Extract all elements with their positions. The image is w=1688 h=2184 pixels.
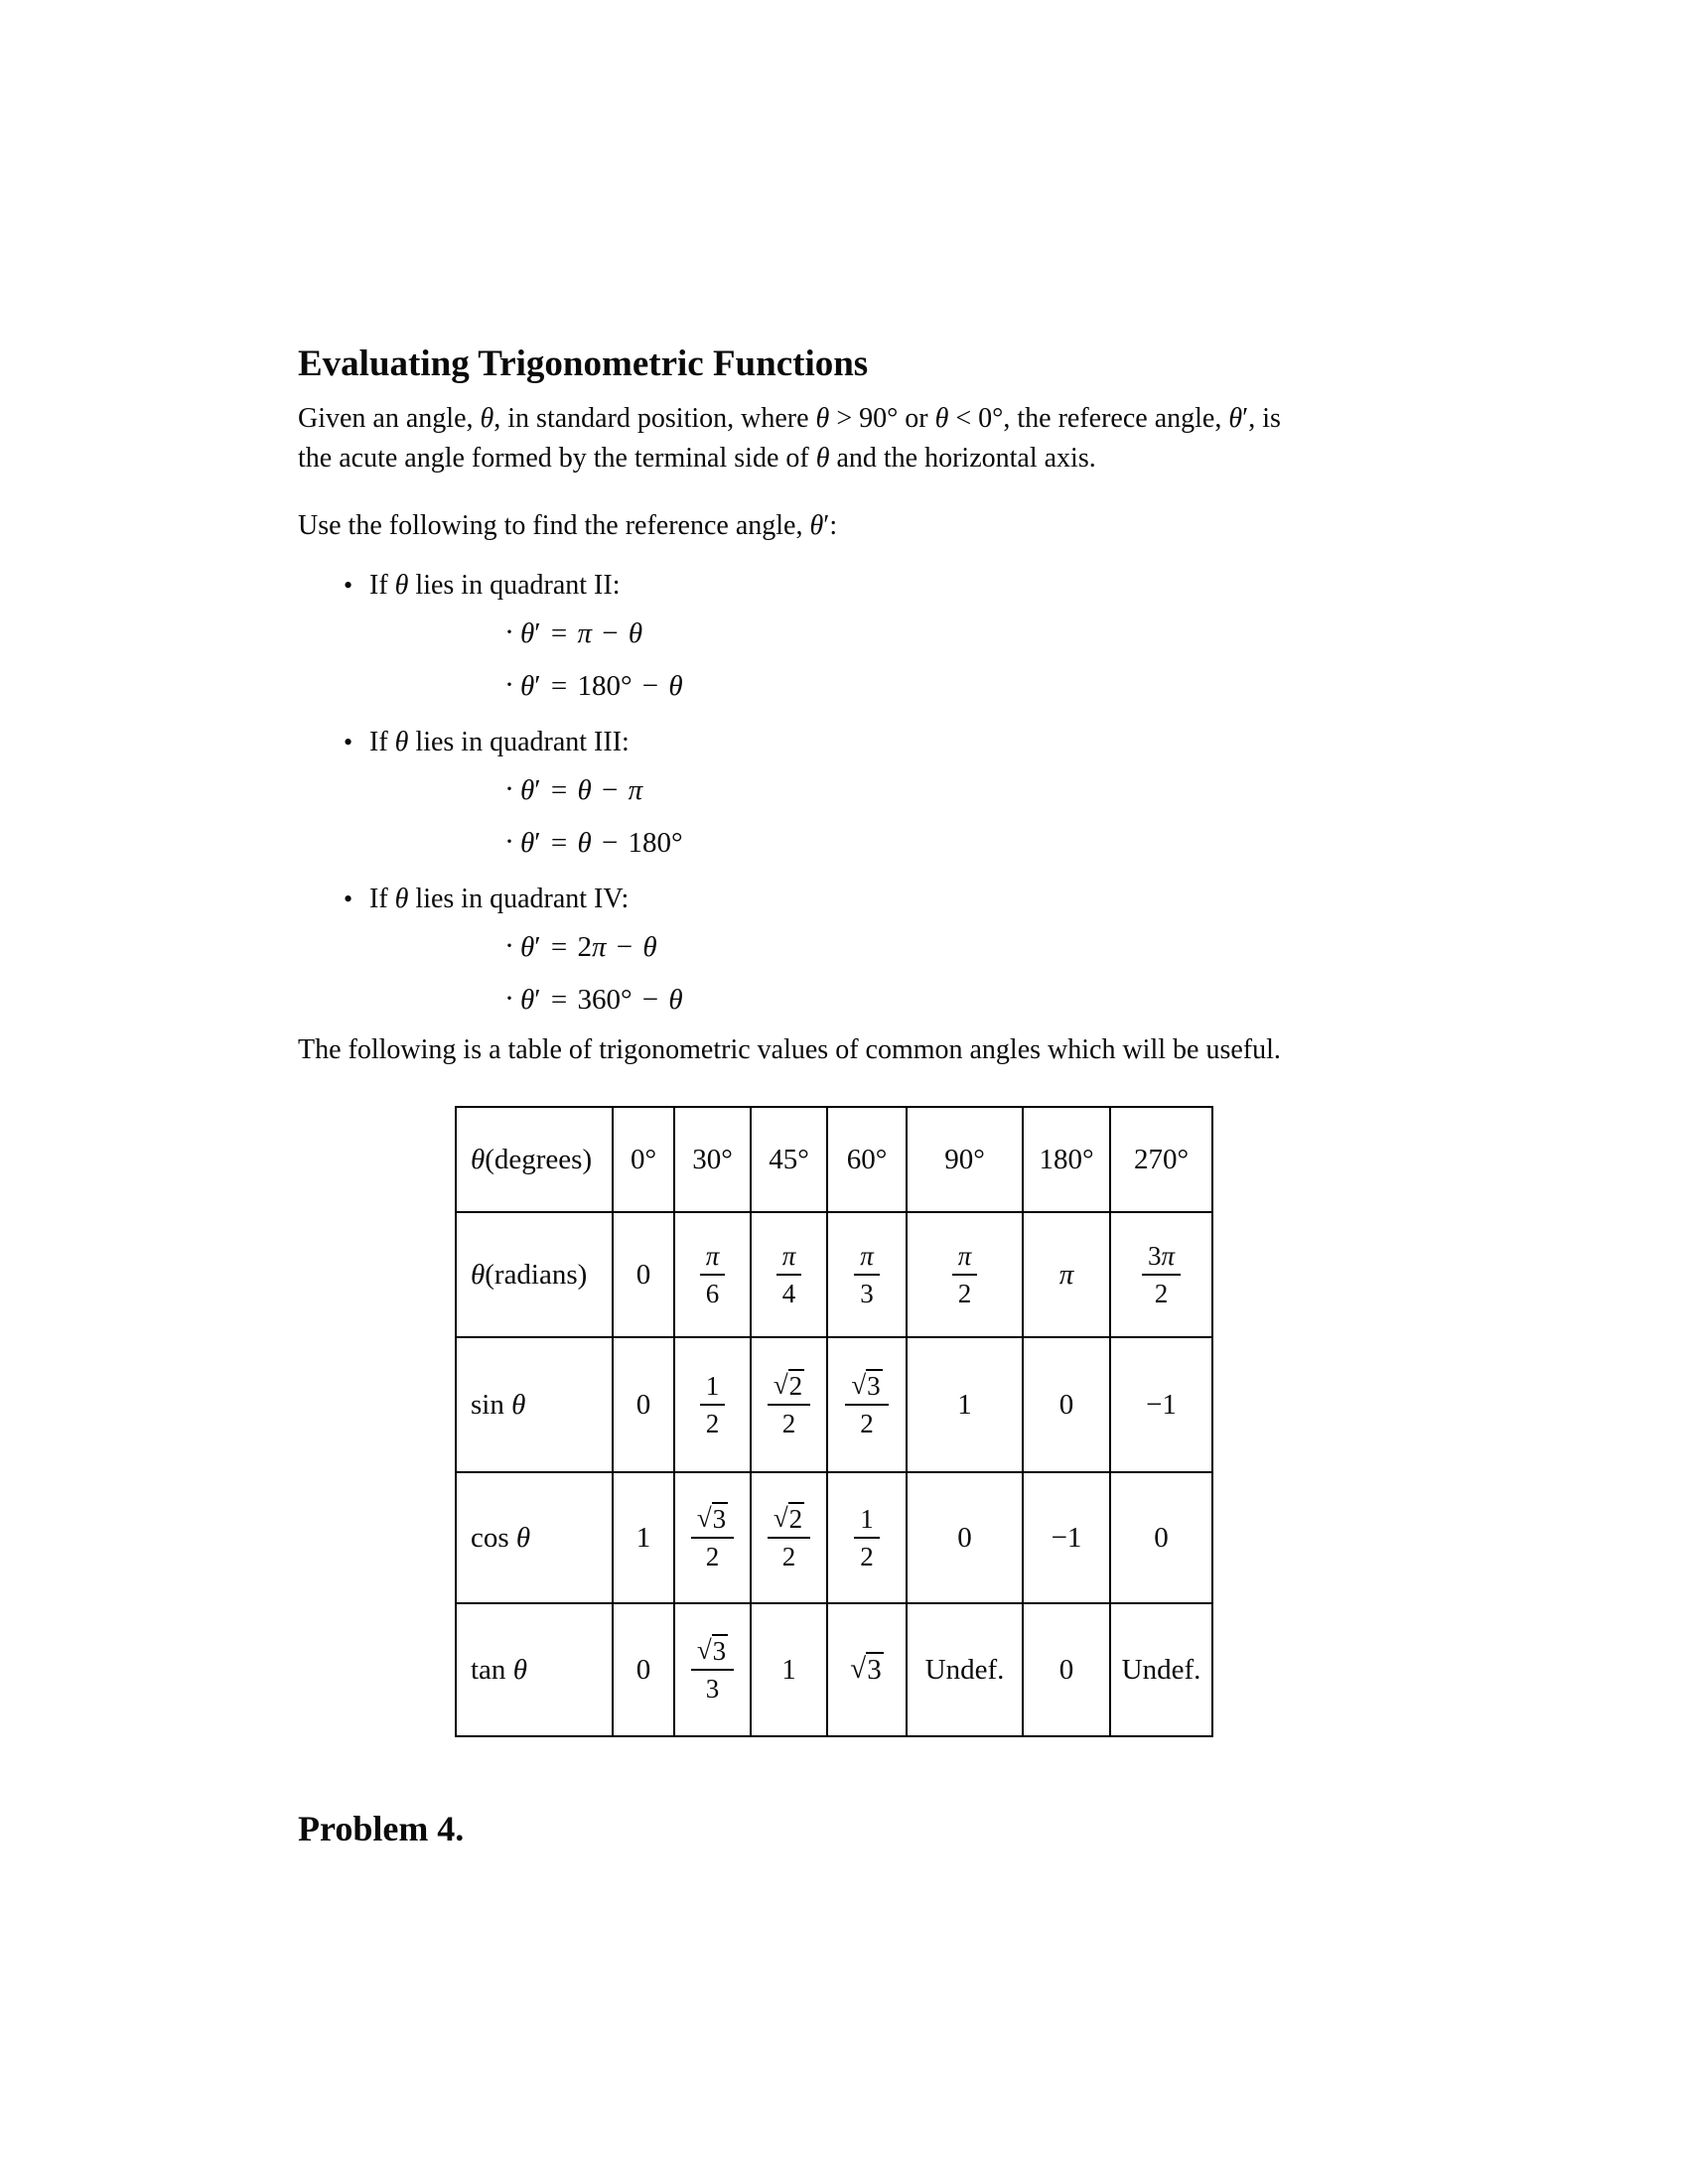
fraction: [691, 1635, 734, 1705]
table-cell: [751, 1337, 827, 1472]
formula: θ′ = 180° − θ: [520, 670, 683, 702]
fraction-numerator: π: [705, 1240, 720, 1271]
table-cell: 0: [1023, 1337, 1110, 1472]
sub-bullet-marker: ·: [504, 615, 514, 648]
list-item: [298, 566, 1370, 703]
table-cell: 0: [613, 1603, 674, 1736]
table-row: [456, 1107, 1212, 1212]
fraction-denominator: 2: [845, 1404, 888, 1439]
table-cell: [674, 1212, 751, 1337]
fraction-numerator: π: [957, 1240, 972, 1271]
intro-line-1: Given an angle, θ, in standard position, where θ > 90° or θ < 0°, the referece angle, θ′, is: [298, 403, 1281, 434]
table-cell: [827, 1603, 907, 1736]
fraction-denominator: 2: [768, 1537, 810, 1572]
sub-list-item: [369, 931, 1370, 964]
table-row: [456, 1472, 1212, 1603]
fraction-numerator: π: [860, 1240, 874, 1271]
fraction: [768, 1503, 810, 1572]
formula: θ′ = 2π − θ: [520, 931, 657, 963]
fraction-denominator: 2: [952, 1274, 978, 1309]
bullet-marker: •: [344, 885, 353, 913]
table-cell: [907, 1212, 1023, 1337]
section-title: Evaluating Trigonometric Functions: [298, 343, 869, 384]
sub-list-item: [369, 670, 1370, 703]
table-cell: [674, 1603, 751, 1736]
fraction-denominator: 3: [691, 1669, 734, 1705]
sub-list: [369, 617, 1370, 703]
table-cell: 0: [613, 1337, 674, 1472]
fraction-numerator: 1: [705, 1370, 720, 1401]
fraction: [952, 1240, 978, 1309]
radicand: 2: [788, 1503, 803, 1534]
radicand: 2: [788, 1370, 803, 1401]
table-cell: 0: [1110, 1472, 1212, 1603]
row-label-cell: θ(degrees): [456, 1107, 613, 1212]
bullet-marker: •: [344, 728, 353, 756]
fraction: [768, 1370, 810, 1439]
fraction: [854, 1503, 880, 1572]
table-cell: 0: [1023, 1603, 1110, 1736]
intro-line-2: the acute angle formed by the terminal side of θ and the horizontal axis.: [298, 443, 1096, 474]
fraction-denominator: 2: [854, 1537, 880, 1572]
quadrant-list: [298, 566, 1370, 1017]
radical-sign: √: [773, 1502, 788, 1533]
sqrt-expression: [774, 1502, 804, 1534]
sub-bullet-marker: ·: [504, 929, 514, 962]
table-row: [456, 1603, 1212, 1736]
sqrt-expression: [850, 1652, 883, 1686]
sub-bullet-marker: ·: [504, 772, 514, 805]
table-cell: 270°: [1110, 1107, 1212, 1212]
formula: θ′ = 360° − θ: [520, 984, 683, 1016]
table-row: [456, 1337, 1212, 1472]
table-cell: [827, 1212, 907, 1337]
fraction: [691, 1503, 734, 1572]
fraction-numerator: [845, 1370, 888, 1404]
problem-heading: Problem 4.: [298, 1809, 465, 1848]
row-label-cell: θ(radians): [456, 1212, 613, 1337]
fraction: [700, 1240, 726, 1309]
table-cell: 0°: [613, 1107, 674, 1212]
fraction-denominator: 4: [776, 1274, 802, 1309]
radical-sign: √: [850, 1652, 867, 1685]
fraction-numerator: π: [781, 1240, 796, 1271]
table-cell: −1: [1110, 1337, 1212, 1472]
table-cell: 1: [907, 1337, 1023, 1472]
fraction-denominator: 2: [691, 1537, 734, 1572]
formula: θ′ = θ − 180°: [520, 827, 683, 859]
table-cell: Undef.: [1110, 1603, 1212, 1736]
list-item: [298, 723, 1370, 860]
sub-list-item: [369, 827, 1370, 860]
table-cell: 60°: [827, 1107, 907, 1212]
row-label-cell: sin θ: [456, 1337, 613, 1472]
radical-sign: √: [773, 1369, 788, 1400]
fraction: [700, 1370, 726, 1439]
fraction-denominator: 3: [854, 1274, 880, 1309]
sub-bullet-marker: ·: [504, 982, 514, 1015]
intro-paragraph: [298, 399, 1370, 478]
radicand: 3: [867, 1370, 881, 1401]
fraction-denominator: 2: [1142, 1274, 1181, 1309]
bullet-marker: •: [344, 571, 353, 600]
sub-list: [369, 931, 1370, 1017]
table-cell: 0: [907, 1472, 1023, 1603]
sub-bullet-marker: ·: [504, 825, 514, 858]
table-cell: [674, 1472, 751, 1603]
radical-sign: √: [696, 1634, 712, 1665]
table-row: [456, 1212, 1212, 1337]
fraction: [845, 1370, 888, 1439]
table-cell: 1: [751, 1603, 827, 1736]
table-cell: [827, 1337, 907, 1472]
row-label-cell: cos θ: [456, 1472, 613, 1603]
sqrt-expression: [697, 1634, 728, 1666]
fraction-denominator: 2: [700, 1404, 726, 1439]
sub-list-item: [369, 774, 1370, 807]
table-cell: 90°: [907, 1107, 1023, 1212]
table-cell: π: [1023, 1212, 1110, 1337]
row-label-cell: tan θ: [456, 1603, 613, 1736]
radicand: 3: [712, 1503, 727, 1534]
table-cell: 45°: [751, 1107, 827, 1212]
table-cell: [674, 1337, 751, 1472]
sub-bullet-marker: ·: [504, 668, 514, 701]
sqrt-expression: [697, 1502, 728, 1534]
list-item: [298, 880, 1370, 1017]
trig-table-body: [456, 1107, 1212, 1736]
fraction-numerator: 1: [860, 1503, 874, 1534]
fraction-denominator: 6: [700, 1274, 726, 1309]
table-cell: 180°: [1023, 1107, 1110, 1212]
fraction: [854, 1240, 880, 1309]
fraction-numerator: [691, 1635, 734, 1669]
trig-table: [455, 1106, 1213, 1737]
fraction: [1142, 1240, 1181, 1309]
sqrt-expression: [851, 1369, 882, 1401]
table-cell: [1110, 1212, 1212, 1337]
table-cell: [751, 1212, 827, 1337]
fraction-numerator: [768, 1370, 810, 1404]
radicand: 3: [712, 1635, 727, 1666]
table-caption: The following is a table of trigonometric values of common angles which will be useful.: [298, 1034, 1281, 1065]
formula: θ′ = θ − π: [520, 774, 643, 806]
radical-sign: √: [696, 1502, 712, 1533]
fraction: [776, 1240, 802, 1309]
fraction-numerator: 3π: [1147, 1240, 1176, 1271]
radical-sign: √: [851, 1369, 867, 1400]
sqrt-expression: [774, 1369, 804, 1401]
table-cell: Undef.: [907, 1603, 1023, 1736]
table-cell: 1: [613, 1472, 674, 1603]
table-cell: 30°: [674, 1107, 751, 1212]
formula: θ′ = π − θ: [520, 617, 643, 649]
sub-list-item: [369, 984, 1370, 1017]
fraction-denominator: 2: [768, 1404, 810, 1439]
rule-label: If θ lies in quadrant II:: [369, 570, 621, 601]
rule-label: If θ lies in quadrant IV:: [369, 884, 630, 914]
table-cell: [827, 1472, 907, 1603]
table-cell: 0: [613, 1212, 674, 1337]
sub-list: [369, 774, 1370, 860]
radicand: 3: [867, 1653, 882, 1686]
document-body: [298, 345, 1370, 1846]
fraction-numerator: [691, 1503, 734, 1537]
table-cell: [751, 1472, 827, 1603]
fraction-numerator: [768, 1503, 810, 1537]
instruction-text: Use the following to find the reference angle, θ′:: [298, 510, 838, 541]
sub-list-item: [369, 617, 1370, 650]
rule-label: If θ lies in quadrant III:: [369, 727, 630, 757]
table-cell: −1: [1023, 1472, 1110, 1603]
